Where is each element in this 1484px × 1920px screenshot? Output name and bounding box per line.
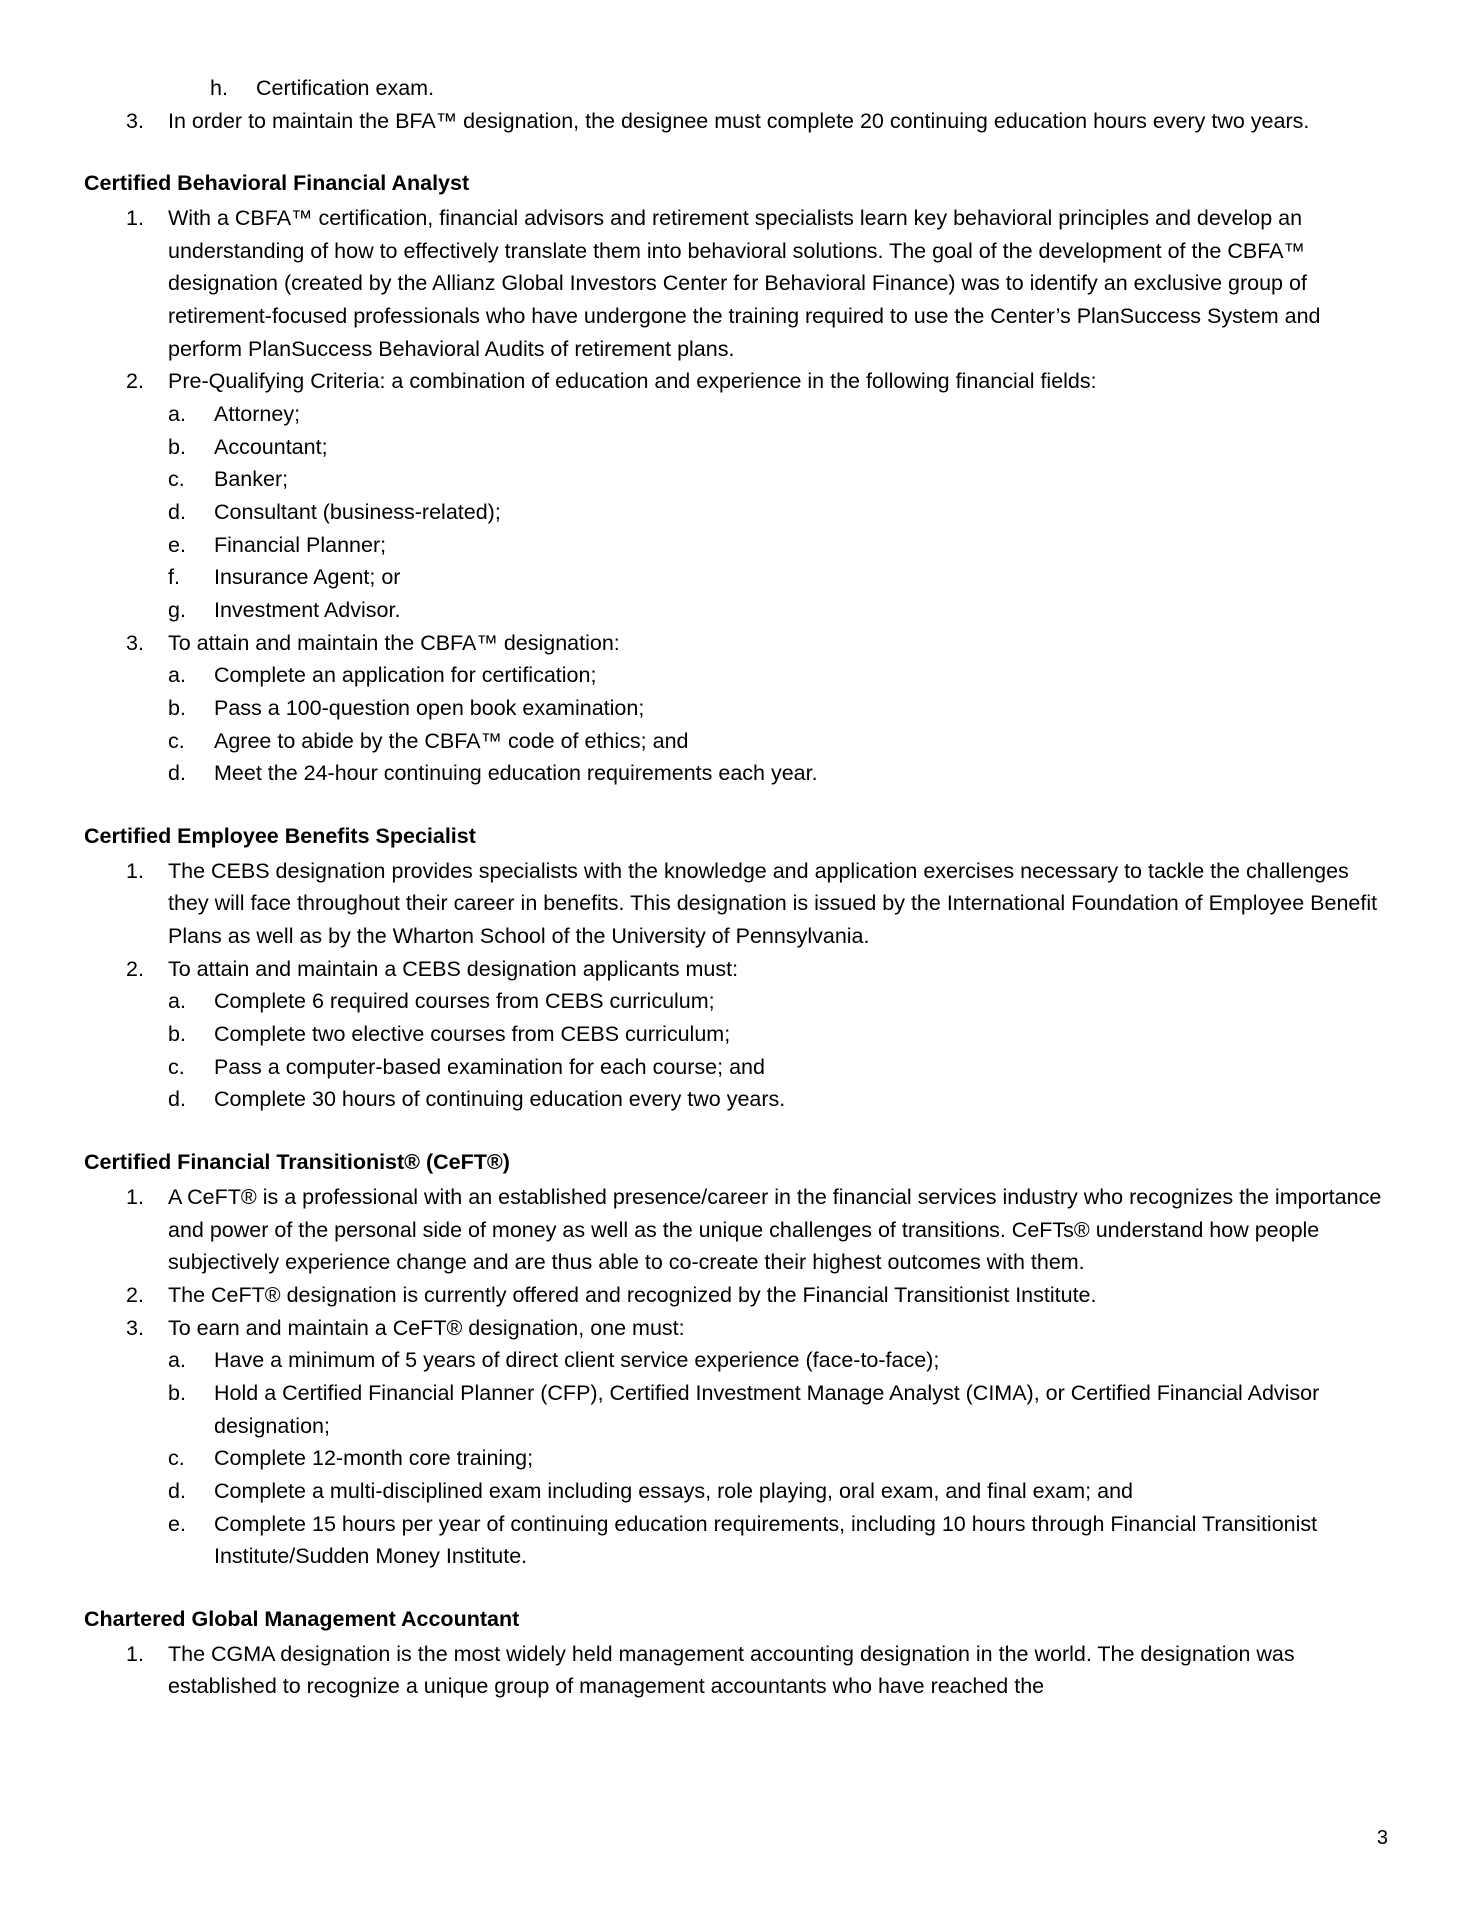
list-text: A CeFT® is a professional with an established presence/career in the financial services industry who recognizes the importance and power of the personal side of money as well as the unique challenges of transitions. CeFTs® understand how people subjectively experience change and are thus able to co-create their highest outcomes with them. xyxy=(168,1184,1382,1275)
list-text: Insurance Agent; or xyxy=(214,565,401,590)
list-marker: b. xyxy=(168,1022,186,1047)
list-text: Pass a computer-based examination for each course; and xyxy=(214,1054,765,1079)
list-marker: c. xyxy=(168,1054,185,1079)
list-text: Financial Planner; xyxy=(214,532,387,557)
document-section xyxy=(84,167,1384,790)
list-marker: a. xyxy=(168,402,186,427)
list-marker: 1. xyxy=(126,1641,144,1666)
list-text: Pass a 100-question open book examination; xyxy=(214,696,645,721)
list-marker: b. xyxy=(168,696,186,721)
list-text: Attorney; xyxy=(214,402,301,427)
list-marker: d. xyxy=(168,1478,186,1503)
document-section xyxy=(84,1146,1384,1573)
list-marker: 3. xyxy=(126,630,144,655)
section-heading: Certified Financial Transitionist® (CeFT®) xyxy=(84,1150,510,1175)
list-text: Complete 12-month core training; xyxy=(214,1446,534,1471)
list-item xyxy=(168,1051,1384,1084)
list-marker: d. xyxy=(168,761,186,786)
list-marker: e. xyxy=(168,532,186,557)
list-item xyxy=(168,1083,1384,1116)
list-item xyxy=(168,725,1384,758)
list-item xyxy=(126,1279,1384,1312)
list-marker: e. xyxy=(168,1511,186,1536)
list-text: The CeFT® designation is currently offered and recognized by the Financial Transitionist Institute. xyxy=(168,1282,1097,1307)
list-marker: b. xyxy=(168,1380,186,1405)
list-item xyxy=(168,1508,1384,1573)
list-item xyxy=(126,1638,1384,1703)
list-marker: d. xyxy=(168,1087,186,1112)
list-text: To earn and maintain a CeFT® designation, one must: xyxy=(168,1315,685,1340)
lettered-list xyxy=(84,398,1384,627)
list-marker: 1. xyxy=(126,858,144,883)
list-text: Complete a multi-disciplined exam including essays, role playing, oral exam, and final exam; and xyxy=(214,1478,1133,1503)
list-item xyxy=(168,594,1384,627)
list-item xyxy=(126,202,1384,365)
list-item xyxy=(168,757,1384,790)
list-marker: 3. xyxy=(126,1315,144,1340)
list-item xyxy=(168,985,1384,1018)
list-text: Certification exam. xyxy=(256,76,435,100)
list-marker: 1. xyxy=(126,1184,144,1209)
list-text: With a CBFA™ certification, financial advisors and retirement specialists learn key behavioral principles and develop an understanding of how to effectively translate them into behavioral solutions. The goal of the development of the CBFA™ designation (created by the Allianz Global Investors Center for Behavioral Finance) was to identify an exclusive group of retirement-focused professionals who have undergone the training required to use the Center’s PlanSuccess System and perform PlanSuccess Behavioral Audits of retirement plans. xyxy=(168,206,1321,361)
list-text: Accountant; xyxy=(214,434,328,459)
list-marker: 2. xyxy=(126,956,144,981)
document-section xyxy=(84,1603,1384,1703)
list-text: To attain and maintain the CBFA™ designation: xyxy=(168,630,620,655)
list-item xyxy=(168,1344,1384,1377)
lettered-list xyxy=(84,1344,1384,1573)
document-body xyxy=(84,72,1384,1703)
list-text: Meet the 24-hour continuing education requirements each year. xyxy=(214,761,818,786)
sections-container xyxy=(84,167,1384,1703)
list-text: Have a minimum of 5 years of direct client service experience (face-to-face); xyxy=(214,1348,940,1373)
list-text: Complete 6 required courses from CEBS curriculum; xyxy=(214,989,715,1014)
list-item xyxy=(126,627,1384,660)
list-item xyxy=(168,561,1384,594)
list-text: Hold a Certified Financial Planner (CFP), Certified Investment Manage Analyst (CIMA), or Certified Financial Advisor designation; xyxy=(214,1380,1320,1438)
list-item xyxy=(126,1312,1384,1345)
list-text: In order to maintain the BFA™ designation, the designee must complete 20 continuing education hours every two years. xyxy=(168,108,1310,133)
list-item xyxy=(210,72,1384,105)
list-text: Complete two elective courses from CEBS curriculum; xyxy=(214,1022,731,1047)
list-item xyxy=(168,659,1384,692)
list-marker: 3. xyxy=(126,108,144,133)
numbered-list xyxy=(84,202,1384,790)
list-marker: b. xyxy=(168,434,186,459)
list-marker: c. xyxy=(168,1446,185,1471)
list-text: Banker; xyxy=(214,467,289,492)
page-number: 3 xyxy=(1376,1827,1388,1849)
list-item xyxy=(168,496,1384,529)
list-marker: c. xyxy=(168,728,185,753)
list-item xyxy=(126,953,1384,986)
section-heading: Certified Behavioral Financial Analyst xyxy=(84,171,470,196)
list-item xyxy=(168,1442,1384,1475)
list-item xyxy=(168,463,1384,496)
list-marker: d. xyxy=(168,500,186,525)
numbered-list xyxy=(84,1181,1384,1573)
list-marker: a. xyxy=(168,1348,186,1373)
list-text: Investment Advisor. xyxy=(214,598,401,623)
list-marker: g. xyxy=(168,598,186,623)
list-marker: f. xyxy=(168,565,180,590)
section-heading: Certified Employee Benefits Specialist xyxy=(84,824,476,849)
list-item xyxy=(168,529,1384,562)
list-item xyxy=(126,105,1384,138)
list-text: Complete 30 hours of continuing education every two years. xyxy=(214,1087,786,1112)
list-item xyxy=(168,398,1384,431)
numbered-list xyxy=(84,855,1384,1116)
document-section xyxy=(84,820,1384,1116)
list-marker: a. xyxy=(168,663,186,688)
lettered-list xyxy=(84,985,1384,1116)
list-text: Complete 15 hours per year of continuing education requirements, including 10 hours through Financial Transitionist Institute/Sudden Money Institute. xyxy=(214,1511,1318,1569)
list-marker: 2. xyxy=(126,1282,144,1307)
numbered-list xyxy=(84,1638,1384,1703)
list-item xyxy=(168,1018,1384,1051)
list-item xyxy=(168,431,1384,464)
list-marker: h. xyxy=(210,76,228,100)
list-item xyxy=(126,855,1384,953)
lettered-list xyxy=(84,659,1384,790)
list-text: The CGMA designation is the most widely held management accounting designation in the world. The designation was established to recognize a unique group of management accountants who have reached the xyxy=(168,1641,1295,1699)
list-marker: 1. xyxy=(126,206,144,231)
list-item xyxy=(126,1181,1384,1279)
list-marker: a. xyxy=(168,989,186,1014)
list-item xyxy=(168,1377,1384,1442)
list-text: Pre-Qualifying Criteria: a combination of education and experience in the following financial fields: xyxy=(168,369,1097,394)
list-text: To attain and maintain a CEBS designation applicants must: xyxy=(168,956,739,981)
section-heading: Chartered Global Management Accountant xyxy=(84,1606,520,1631)
list-text: Agree to abide by the CBFA™ code of ethics; and xyxy=(214,728,689,753)
list-item xyxy=(168,1475,1384,1508)
list-item xyxy=(126,365,1384,398)
list-item xyxy=(168,692,1384,725)
list-marker: 2. xyxy=(126,369,144,394)
list-text: Complete an application for certification; xyxy=(214,663,597,688)
list-text: The CEBS designation provides specialists with the knowledge and application exercises necessary to tackle the challenges they will face throughout their career in benefits. This designation is issued by the International Foundation of Employee Benefit Plans as well as by the Wharton School of the University of Pennsylvania. xyxy=(168,858,1378,949)
list-text: Consultant (business-related); xyxy=(214,500,501,525)
list-marker: c. xyxy=(168,467,185,492)
